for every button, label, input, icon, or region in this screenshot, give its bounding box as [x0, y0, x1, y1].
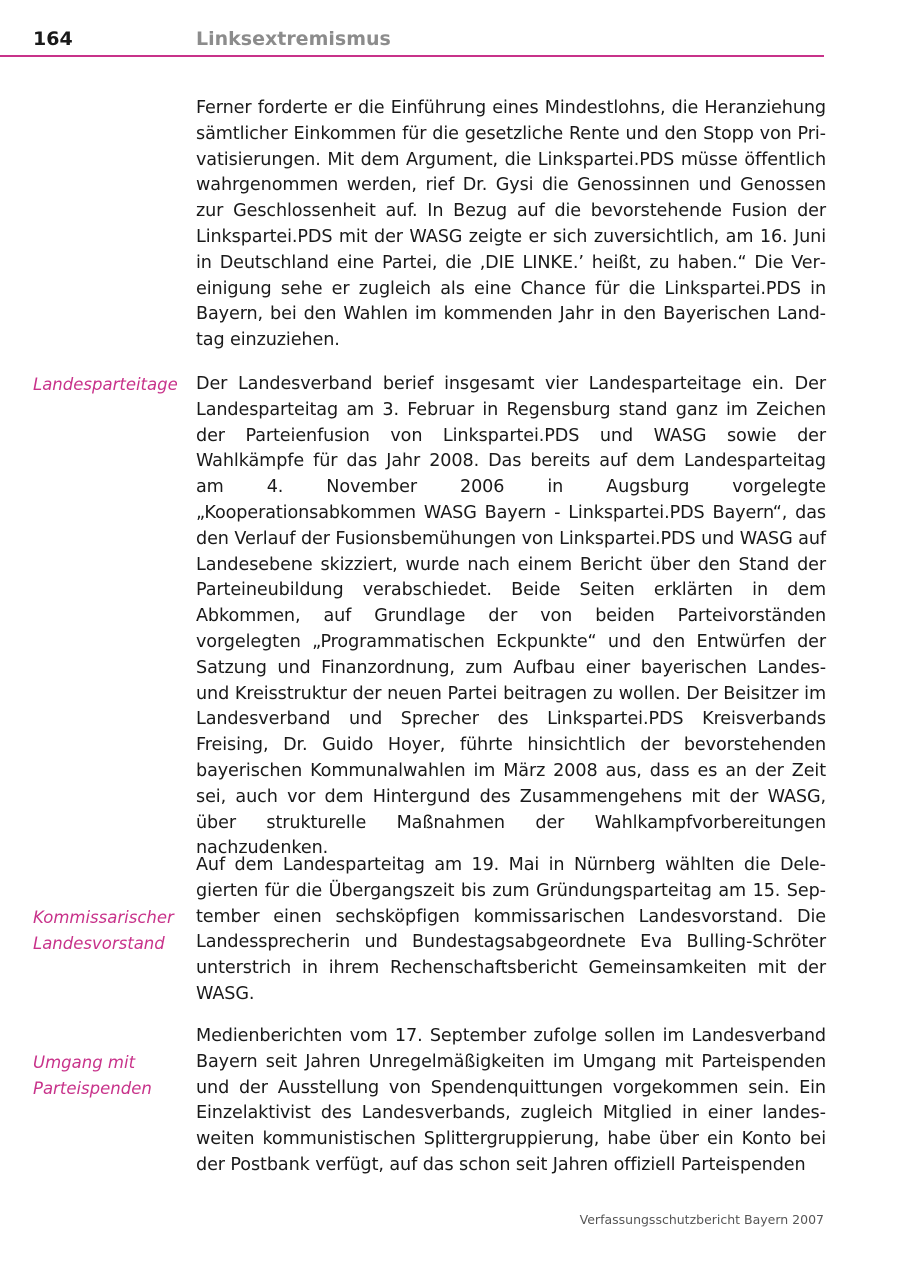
margin-note-kommissarischer-landesvorstand: Kommissarischer Landesvorstand	[33, 908, 174, 953]
page-header	[0, 0, 900, 58]
body-paragraph-1: Ferner forderte er die Einführung eines Mindestlohns, die Heranziehung sämtlicher Einkommen für die gesetzliche Rente und den Stopp von Privatisierungen. Mit dem Argument, die Linkspartei.PDS müsse öffentlich wahrgenommen werden, rief Dr. Gysi die Genossinnen und Genossen zur Geschlossenheit auf. In Bezug auf die bevorstehende Fusion der Linkspartei.PDS mit der WASG zeigte er sich zuversichtlich, am 16. Juni in Deutschland eine Partei, die ‚DIE LINKE.’ heißt, zu haben.“ Die Vereinigung sehe er zugleich als eine Chance für die Linkspartei.PDS in Bayern, bei den Wahlen im kommenden Jahr in den Bayerischen Landtag einzuziehen.	[196, 98, 826, 351]
chapter-title: Linksextremismus	[196, 28, 391, 50]
margin-note-umgang-mit-parteispenden: Umgang mit Parteispenden	[33, 1053, 152, 1098]
header-divider	[0, 55, 824, 57]
body-paragraph-3: Auf dem Landesparteitag am 19. Mai in Nürnberg wählten die Delegierten für die Übergangszeit bis zum Gründungsparteitag am 15. September einen sechsköpfigen kommissarischen Landesvorstand. Die Landessprecherin und Bundestagsabgeordnete Eva Bulling-Schröter unterstrich in ihrem Rechenschaftsbericht Gemeinsamkeiten mit der WASG.	[196, 855, 826, 1004]
body-paragraph-4: Medienberichten vom 17. September zufolge sollen im Landesverband Bayern seit Jahren Unregelmäßigkeiten im Umgang mit Parteispenden und der Ausstellung von Spendenquittungen vorgekommen sein. Ein Einzelaktivist des Landesverbands, zugleich Mitglied in einer landesweiten kommunistischen Splittergruppierung, habe über ein Konto bei der Postbank verfügt, auf das schon seit Jahren offiziell Parteispenden	[196, 1026, 826, 1175]
page-footer: Verfassungsschutzbericht Bayern 2007	[579, 1212, 824, 1227]
margin-note-landesparteitage: Landesparteitage	[33, 375, 178, 394]
body-paragraph-2: Der Landesverband berief insgesamt vier Landesparteitage ein. Der Landesparteitag am 3. Februar in Regensburg stand ganz im Zeichen der Parteienfusion von Linkspartei.PDS und WASG sowie der Wahlkämpfe für das Jahr 2008. Das bereits auf dem Landesparteitag am 4. November 2006 in Augsburg vorgelegte „Kooperationsabkommen WASG Bayern - Linkspartei.PDS Bayern“, das den Verlauf der Fusionsbemühungen von Linkspartei.PDS und WASG auf Landesebene skizziert, wurde nach einem Bericht über den Stand der Parteineubildung verabschiedet. Beide Seiten erklärten in dem Abkommen, auf Grundlage der von beiden Parteivorständen vorgelegten „Programmatischen Eckpunkte“ und den Entwürfen der Satzung und Finanzordnung, zum Aufbau einer bayerischen Landes- und Kreisstruktur der neuen Partei beitragen zu wollen. Der Beisitzer im Landesverband und Sprecher des Linkspartei.PDS Kreisverbands Freising, Dr. Guido Hoyer, führte hinsichtlich der bevorstehenden bayerischen Kommunalwahlen im März 2008 aus, dass es an der Zeit sei, auch vor dem Hintergund des Zusammengehens mit der WASG, über strukturelle Maßnahmen der Wahlkampfvorbereitungen nachzudenken.	[196, 374, 826, 859]
page-number: 164	[33, 28, 73, 50]
